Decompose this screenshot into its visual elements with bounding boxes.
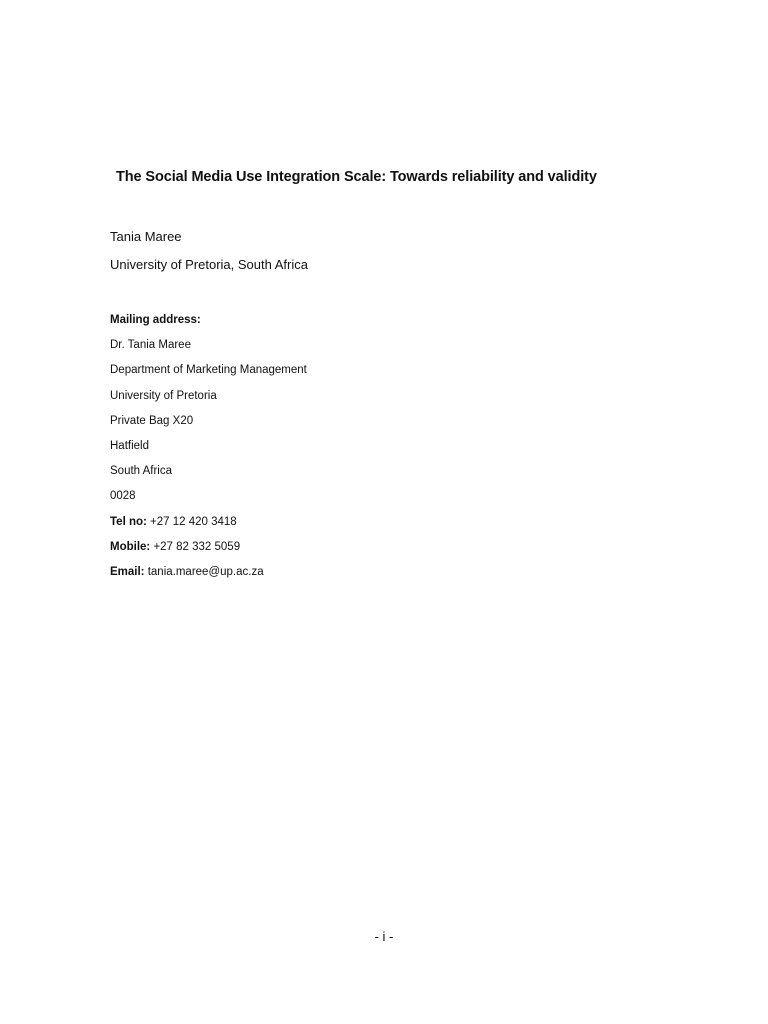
address-line-country: South Africa [110, 465, 173, 478]
email-line [110, 565, 510, 590]
mobile-label: Mobile: [110, 540, 151, 553]
address-line-postcode: 0028 [110, 490, 136, 503]
address-line-department: Department of Marketing Management [110, 364, 307, 377]
telephone-label: Tel no: [110, 515, 147, 528]
mobile-line [110, 540, 510, 565]
email-label: Email: [110, 565, 145, 578]
mobile-value: +27 82 332 5059 [150, 540, 241, 553]
paper-title: The Social Media Use Integration Scale: Towards reliability and validity [116, 169, 597, 185]
mailing-heading: Mailing address: [110, 314, 201, 326]
page-number: - i - [374, 929, 394, 944]
author-affiliation: University of Pretoria, South Africa [110, 257, 308, 272]
author-name: Tania Maree [110, 229, 182, 244]
telephone-line [110, 515, 510, 540]
address-line-bag: Private Bag X20 [110, 414, 194, 427]
address-line-name: Dr. Tania Maree [110, 339, 191, 352]
email-value: tania.maree@up.ac.za [144, 565, 264, 578]
address-line-university: University of Pretoria [110, 389, 217, 402]
mailing-address-block [110, 313, 510, 590]
address-line-city: Hatfield [110, 439, 149, 452]
telephone-value: +27 12 420 3418 [146, 515, 237, 528]
